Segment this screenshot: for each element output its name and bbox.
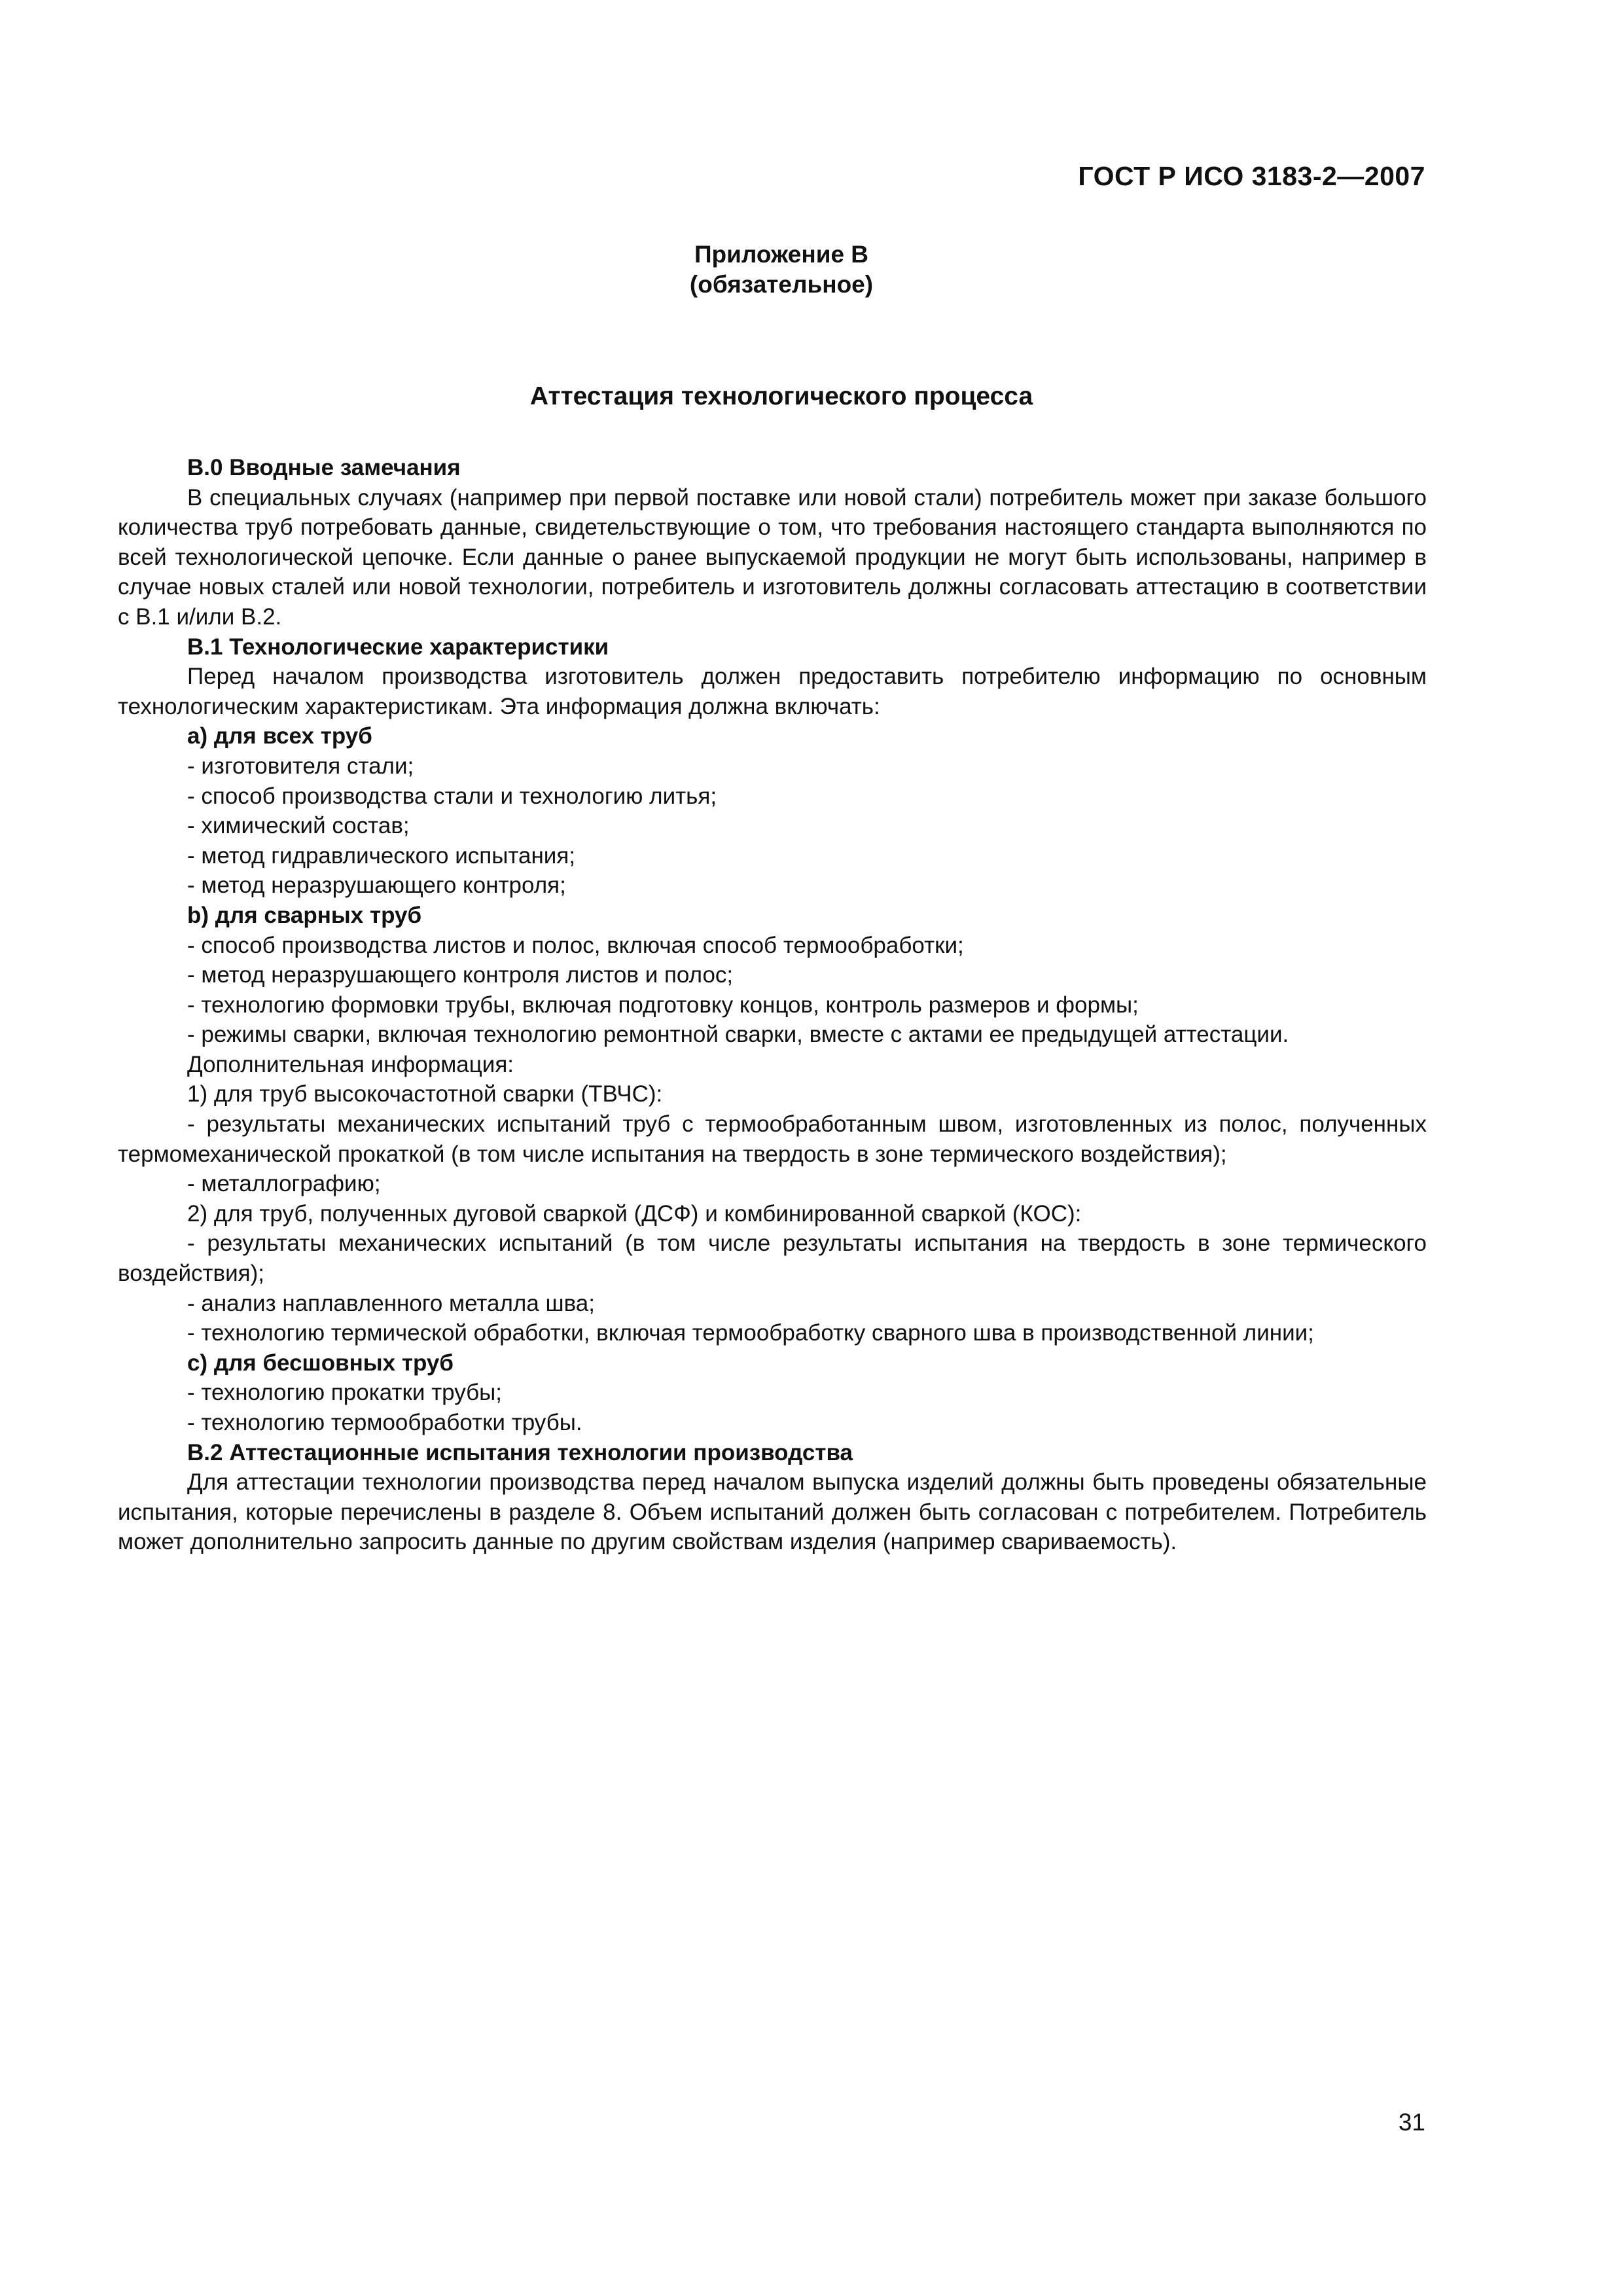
page-number: 31 [1398,2109,1425,2136]
section-b1-intro: Перед началом производства изготовитель должен предоставить потребителю информацию по основным технологическим характеристикам. Эта информация должна включать: [118,664,1427,719]
list-item: - технологию термической обработки, включая термообработку сварного шва в производственной линии; [187,1320,1314,1346]
list-c-heading: c) для бесшовных труб [187,1350,454,1376]
list-item: - изготовителя стали; [187,753,414,779]
list-item: - результаты механических испытаний труб с термообработанным швом, изготовленных из полос, полученных термомеханической прокаткой (в том числе испытания на твердость в зоне термического воздействия); [118,1111,1427,1167]
list-item: - метод неразрушающего контроля; [187,872,566,899]
appendix-label: Приложение B [694,241,869,268]
section-b0-text: В специальных случаях (например при первой поставке или новой стали) потребитель может при заказе большого количества труб потребовать данные, свидетельствующие о том, что требования настоящего стандарта выполняются по всей технологической цепочке. Если данные о ранее выпускаемой продукции не могут быть использованы, например в случае новых сталей или новой технологии, потребитель и изготовитель должны согласовать аттестацию в соответствии с B.1 и/или B.2. [118,484,1427,630]
document-number: ГОСТ Р ИСО 3183-2—2007 [1078,161,1425,191]
list-item: - способ производства стали и технологию литья; [187,783,717,809]
list-item: - результаты механических испытаний (в том числе результаты испытания на твердость в зоне термического воздействия); [118,1230,1427,1287]
list-item: - анализ наплавленного металла шва; [187,1290,595,1316]
list-item: - способ производства листов и полос, включая способ термообработки; [187,932,964,958]
hf-welding-heading: 1) для труб высокочастотной сварки (ТВЧС): [187,1081,663,1107]
section-b2-text: Для аттестации технологии производства перед началом выпуска изделий должны быть проведены обязательные испытания, которые перечислены в разделе 8. Объем испытаний должен быть согласован с потребителем. Потребитель может дополнительно запросить данные по другим свойствам изделия (например свариваемость). [118,1469,1427,1555]
list-item: - металлографию; [187,1171,381,1197]
section-b0-heading: B.0 Вводные замечания [187,455,461,480]
appendix-status: (обязательное) [689,271,874,298]
list-item: - технологию термообработки трубы. [187,1410,582,1435]
list-item: - технологию формовки трубы, включая подготовку концов, контроль размеров и формы; [187,992,1139,1018]
list-item: - режимы сварки, включая технологию ремонтной сварки, вместе с актами ее предыдущей аттестации. [187,1022,1289,1048]
list-b-heading: b) для сварных труб [187,902,422,928]
section-b1-heading: B.1 Технологические характеристики [187,634,609,660]
list-item: - метод неразрушающего контроля листов и полос; [187,962,734,988]
document-body [118,453,1427,1557]
list-item: - химический состав; [187,813,410,839]
list-item: - метод гидравлического испытания; [187,842,576,869]
list-item: - технологию прокатки трубы; [187,1380,503,1406]
section-b2-heading: B.2 Аттестационные испытания технологии производства [187,1439,853,1465]
appendix-heading [0,240,1563,300]
arc-welding-heading: 2) для труб, полученных дуговой сваркой (ДСФ) и комбинированной сваркой (КОС): [187,1200,1082,1227]
appendix-title: Аттестация технологического процесса [529,382,1033,410]
list-a-heading: a) для всех труб [187,723,372,749]
additional-info-label: Дополнительная информация: [187,1051,514,1077]
